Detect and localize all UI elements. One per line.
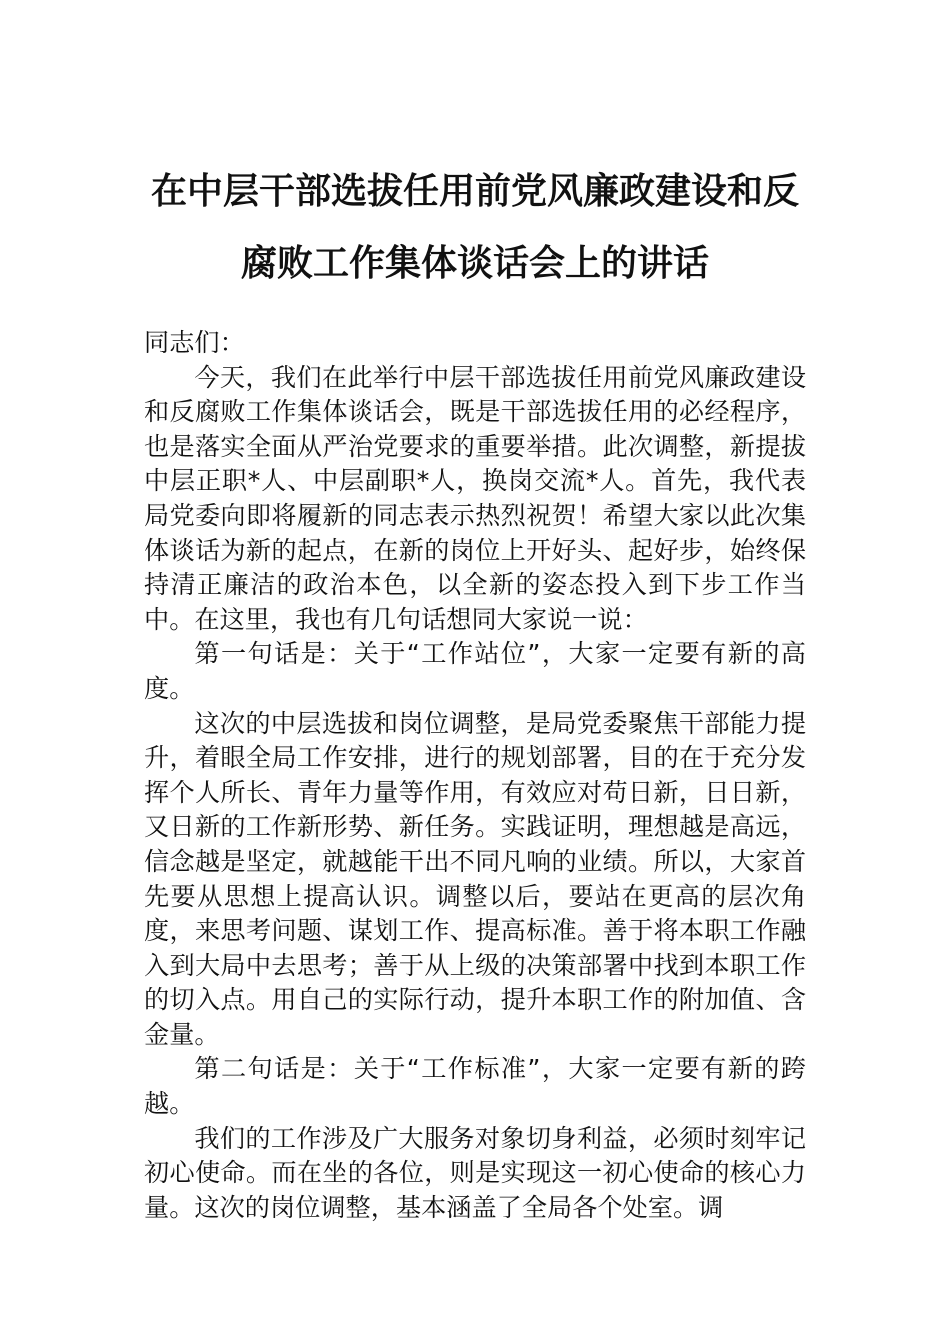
- paragraph-body-2: 我们的工作涉及广大服务对象切身利益，必须时刻牢记初心使命。而在坐的各位，则是实现这一初心使命的核心力量。这次的岗位调整，基本涵盖了全局各个处室。调: [144, 1123, 806, 1222]
- paragraph-heading-1: 第一句话是：关于“工作站位”，大家一定要有新的高度。: [144, 639, 806, 703]
- salutation: 同志们：: [144, 328, 245, 357]
- paragraph-heading-2: 第二句话是：关于“工作标准”，大家一定要有新的跨越。: [144, 1054, 806, 1119]
- paragraph-intro: 今天，我们在此举行中层干部选拔任用前党风廉政建设和反腐败工作集体谈话会，既是干部选拔任用的必经程序，也是落实全面从严治党要求的重要举措。此次调整，新提拔中层正职*人、中层副职*人，换岗交流*人。首先，我代表局党委向即将履新的同志表示热烈祝贺！希望大家以此次集体谈话为新的起点，在新的岗位上开好头、起好步，始终保持清正廉洁的政治本色，以全新的姿态投入到下步工作当中。在这里，我也有几句话想同大家说一说：: [144, 362, 806, 634]
- title-line-1: 在中层干部选拔任用前党风廉政建设和反: [150, 171, 799, 212]
- paragraph-body-1: 这次的中层选拔和岗位调整，是局党委聚焦干部能力提升，着眼全局工作安排，进行的规划部署，目的在于充分发挥个人所长、青年力量等作用，有效应对苟日新，日日新，又日新的工作新形势、新任务。实践证明，理想越是高远，信念越是坚定，就越能干出不同凡响的业绩。所以，大家首先要从思想上提高认识。调整以后，要站在更高的层次角度，来思考问题、谋划工作、提高标准。善于将本职工作融入到大局中去思考；善于从上级的决策部署中找到本职工作的切入点。用自己的实际行动，提升本职工作的附加值、含金量。: [144, 708, 806, 1049]
- title-line-2: 腐败工作集体谈话会上的讲话: [240, 243, 709, 284]
- document-body: [144, 326, 806, 1225]
